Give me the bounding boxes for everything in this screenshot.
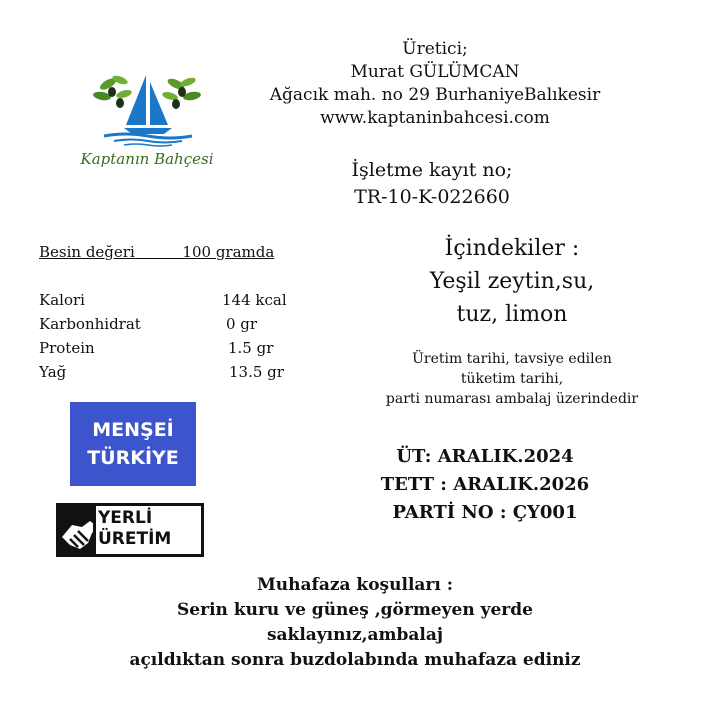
registry-number: TR-10-K-022660	[354, 186, 510, 208]
storage-line: Serin kuru ve güneş ,görmeyen yerde	[177, 600, 533, 620]
waves-icon	[104, 134, 192, 146]
right-olive-branch-icon	[161, 76, 201, 109]
nutrition-value: 13.5 gr	[229, 363, 284, 381]
ingredients-line: Yeşil zeytin,su,	[429, 269, 595, 294]
producer-address: Ağacık mah. no 29 BurhaniyeBalıkesir	[269, 85, 601, 105]
producer-website: www.kaptaninbahcesi.com	[320, 108, 550, 128]
producer-info	[225, 38, 645, 130]
storage-conditions	[60, 573, 650, 673]
local-production-badge	[98, 508, 198, 550]
nutrition-row	[39, 288, 329, 312]
ingredients-line: tuz, limon	[456, 302, 568, 327]
sailboat-icon	[124, 75, 172, 134]
storage-title: Muhafaza koşulları :	[256, 575, 454, 595]
date-info	[330, 443, 640, 527]
production-date: ÜT: ARALIK.2024	[396, 446, 574, 467]
nutrition-value: 0 gr	[226, 315, 258, 333]
origin-badge	[70, 402, 196, 486]
production-note-line: tüketim tarihi,	[460, 371, 564, 387]
nutrition-header: Besin değeri 100 gramda	[39, 243, 275, 261]
storage-line: açıldıktan sonra buzdolabında muhafaza ediniz	[129, 650, 581, 670]
ingredients	[392, 232, 632, 331]
storage-line: saklayınız,ambalaj	[266, 625, 444, 645]
production-note	[342, 349, 682, 409]
nutrition-row	[39, 360, 329, 384]
nutrition-label: Karbonhidrat	[39, 315, 141, 333]
local-line: YERLİ	[98, 508, 153, 528]
nutrition-value: 1.5 gr	[228, 339, 274, 357]
producer-label: Üretici;	[402, 39, 468, 59]
nutrition-label: Protein	[39, 339, 95, 357]
origin-line: TÜRKİYE	[87, 447, 179, 469]
producer-name: Murat GÜLÜMCAN	[350, 62, 520, 82]
local-line: ÜRETİM	[98, 529, 172, 549]
nutrition-label: Yağ	[39, 363, 67, 381]
nutrition-row	[39, 312, 329, 336]
logo-text: Kaptanın Bahçesi	[80, 150, 214, 168]
ingredients-title: İçindekiler :	[444, 236, 580, 261]
production-note-line: parti numarası ambalaj üzerindedir	[385, 391, 639, 407]
nutrition-row	[39, 336, 329, 360]
nutrition-value: 144 kcal	[222, 291, 287, 309]
lot-number: PARTİ NO : ÇY001	[392, 502, 578, 523]
expiry-date: TETT : ARALIK.2026	[380, 474, 590, 495]
registry-info	[282, 157, 582, 211]
left-olive-branch-icon	[92, 74, 132, 108]
production-note-line: Üretim tarihi, tavsiye edilen	[412, 351, 612, 367]
origin-line: MENŞEİ	[92, 419, 174, 441]
nutrition-label: Kalori	[39, 291, 85, 309]
registry-label: İşletme kayıt no;	[351, 159, 513, 181]
